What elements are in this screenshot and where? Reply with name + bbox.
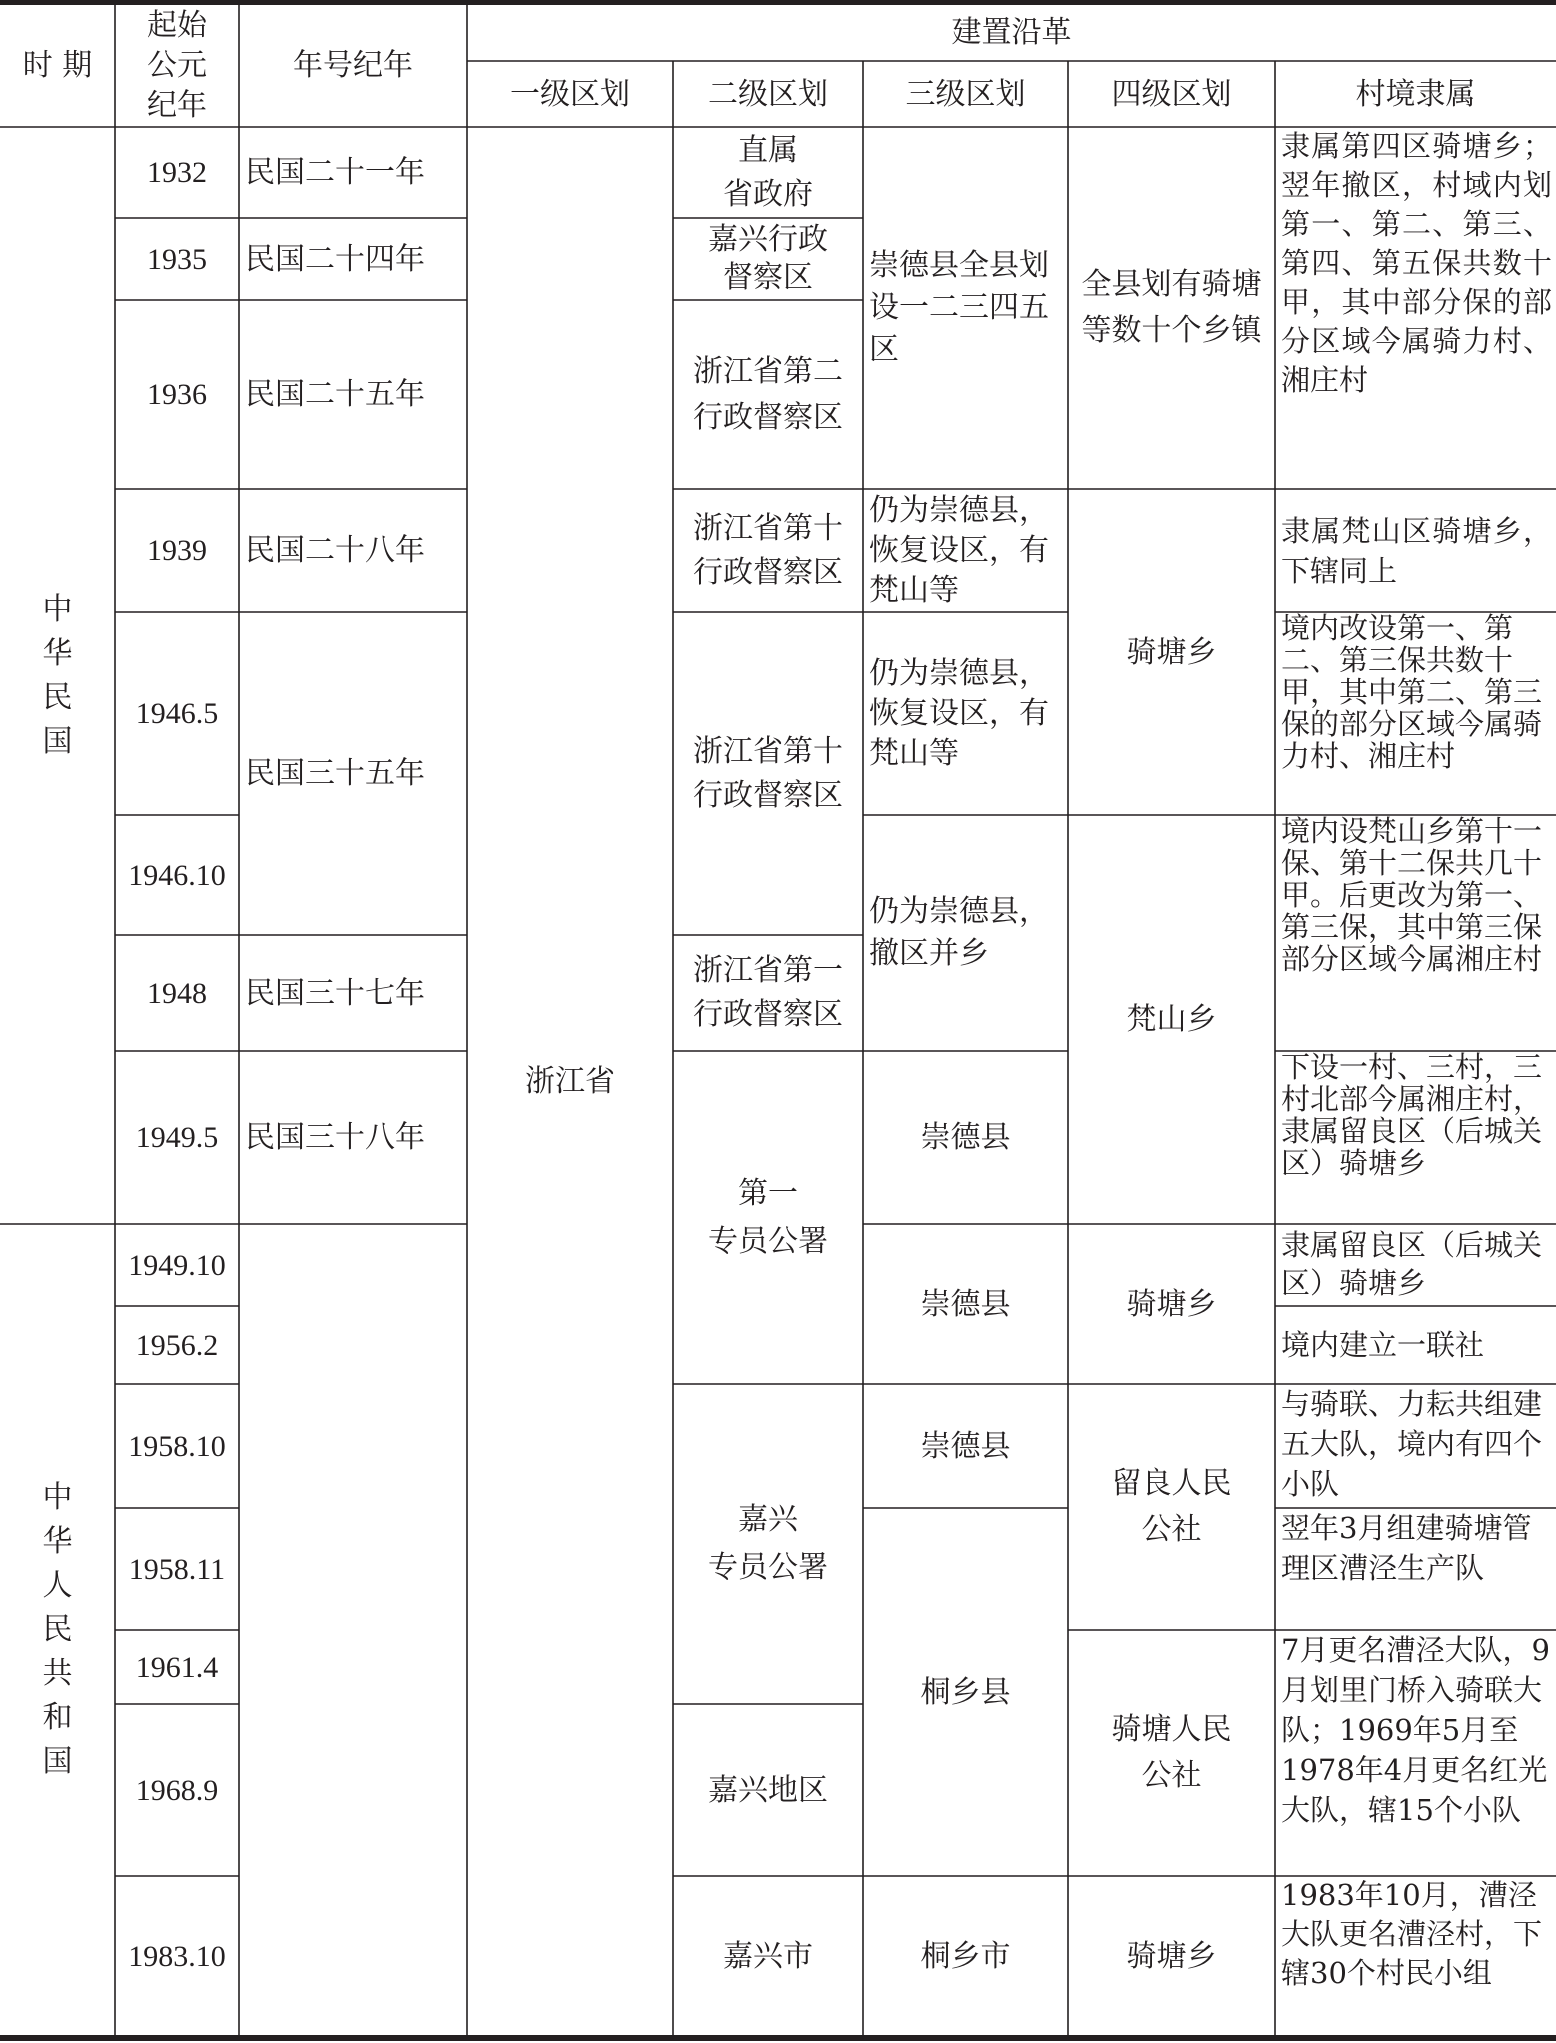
village-1983-10: 1983年10月，漕泾大队更名漕泾村，下辖30个村民小组	[1281, 1878, 1543, 1990]
header-period: 时 期	[22, 48, 93, 83]
year-1949-5: 1949.5	[135, 1121, 219, 1154]
year-1946-5: 1946.5	[135, 697, 219, 730]
period-prc: 中 华 人 民 共 和 国	[42, 1480, 73, 1779]
header-evolution: 建置沿革	[951, 15, 1072, 50]
period-roc: 中 华 民 国	[42, 591, 73, 759]
year-1958-11: 1958.11	[128, 1552, 226, 1586]
header-level3: 三级区划	[905, 76, 1026, 112]
era-1939: 民国二十八年	[245, 533, 425, 568]
year-1961-4: 1961.4	[135, 1650, 219, 1684]
village-1932: 隶属第四区骑塘乡；翌年撤区，村域内划第一、第二、第三、第四、第五保共数十甲，其中部分保的部分区域今属骑力村、湘庄村	[1281, 129, 1552, 397]
level3-chongde-merge: 仍为崇德县， 撤区并乡	[869, 894, 1049, 971]
era-1949: 民国三十八年	[245, 1120, 425, 1155]
village-1958-11: 翌年3月组建骑塘管理区漕泾生产队	[1281, 1511, 1532, 1585]
year-1958-10: 1958.10	[128, 1429, 226, 1463]
village-1956-2: 境内建立一联社	[1281, 1327, 1485, 1362]
bottom-rule	[0, 2035, 1556, 2041]
level4-qitang-1949: 骑塘乡	[1126, 1286, 1217, 1322]
year-1935: 1935	[147, 242, 207, 276]
village-1946-5: 境内改设第一、第二、第三保共数十甲，其中第二、第三保的部分区域今属骑力村、湘庄村	[1281, 612, 1543, 773]
village-1949-10: 隶属留良区（后城关区）骑塘乡	[1281, 1228, 1543, 1300]
year-1968-9: 1968.9	[135, 1773, 219, 1807]
header-era-year: 年号纪年	[293, 48, 413, 83]
header-start-year: 起始 公元 纪年	[147, 7, 207, 123]
level3-tongxiang-city: 桐乡市	[920, 1938, 1011, 1974]
year-1949-10: 1949.10	[128, 1248, 226, 1282]
year-1948: 1948	[147, 976, 207, 1010]
level3-chongde-1949-10: 崇德县	[920, 1286, 1011, 1322]
header-level4: 四级区划	[1111, 76, 1232, 112]
level2-jiaxing-supervision: 嘉兴行政 督察区	[708, 222, 828, 295]
era-1935: 民国二十四年	[245, 241, 425, 277]
year-1932: 1932	[147, 156, 207, 189]
level2-jiaxing-city: 嘉兴市	[723, 1938, 813, 1974]
era-1936: 民国二十五年	[245, 377, 425, 412]
level3-chongde-fanshan-1939: 仍为崇德县， 恢复设区，有 梵山等	[869, 492, 1049, 608]
level1-zhejiang: 浙江省	[525, 1064, 615, 1099]
village-1958-10: 与骑联、力耘共组建五大队，境内有四个小队	[1281, 1387, 1543, 1501]
village-1949-5: 下设一村、三村，三村北部今属湘庄村，隶属留良区（后城关区）骑塘乡	[1281, 1051, 1543, 1180]
year-1936: 1936	[147, 378, 207, 411]
era-1932: 民国二十一年	[245, 155, 425, 190]
era-1946: 民国三十五年	[245, 756, 425, 791]
year-1956-2: 1956.2	[135, 1328, 219, 1362]
year-1946-10: 1946.10	[128, 858, 226, 892]
level2-tenth-supervision-1939: 浙江省第十 行政督察区	[693, 510, 843, 590]
level4-qitang-1939: 骑塘乡	[1126, 634, 1217, 670]
village-1939: 隶属梵山区骑塘乡，下辖同上	[1281, 514, 1552, 588]
level3-chongde-fanshan-1946: 仍为崇德县， 恢复设区，有 梵山等	[869, 655, 1049, 771]
header-level2: 二级区划	[708, 76, 828, 112]
level2-direct-province: 直属 省政府	[723, 132, 813, 212]
level2-jiaxing-prefecture: 嘉兴地区	[708, 1772, 828, 1808]
year-1983-10: 1983.10	[128, 1939, 226, 1973]
level2-second-supervision: 浙江省第二 行政督察区	[693, 353, 843, 435]
header-level1: 一级区划	[510, 76, 630, 112]
level2-first-supervision: 浙江省第一 行政督察区	[693, 953, 843, 1032]
level2-jiaxing-commissioner: 嘉兴 专员公署	[708, 1502, 828, 1585]
era-1948: 民国三十七年	[245, 975, 425, 1011]
level3-chongde-1949: 崇德县	[920, 1120, 1011, 1155]
level4-fanshan: 梵山乡	[1126, 1002, 1217, 1037]
level4-qitang-1983: 骑塘乡	[1126, 1938, 1217, 1974]
village-1946-10: 境内设梵山乡第十一保、第十二保共几十甲。后更改为第一、第三保，其中第三保部分区域今属湘庄村	[1281, 815, 1543, 976]
level3-tongxiang-county: 桐乡县	[920, 1674, 1011, 1710]
year-1939: 1939	[147, 534, 207, 567]
village-1961-4: 7月更名漕泾大队，9月划里门桥入骑联大队；1969年5月至1978年4月更名红光大队，辖15个小队	[1281, 1633, 1550, 1827]
header-village: 村境隶属	[1355, 76, 1476, 112]
top-rule	[0, 0, 1556, 5]
level4-liuliang-commune: 留良人民 公社	[1111, 1466, 1232, 1547]
level4-towns: 全县划有骑塘 等数十个乡镇	[1081, 267, 1262, 348]
level3-chongde-1958: 崇德县	[920, 1428, 1011, 1464]
level3-chongde-districts: 崇德县全县划 设一二三四五 区	[869, 248, 1049, 367]
level2-first-commissioner: 第一 专员公署	[708, 1175, 828, 1259]
level4-qitang-commune: 骑塘人民 公社	[1111, 1712, 1232, 1793]
level2-tenth-supervision-1946: 浙江省第十 行政督察区	[693, 733, 843, 813]
